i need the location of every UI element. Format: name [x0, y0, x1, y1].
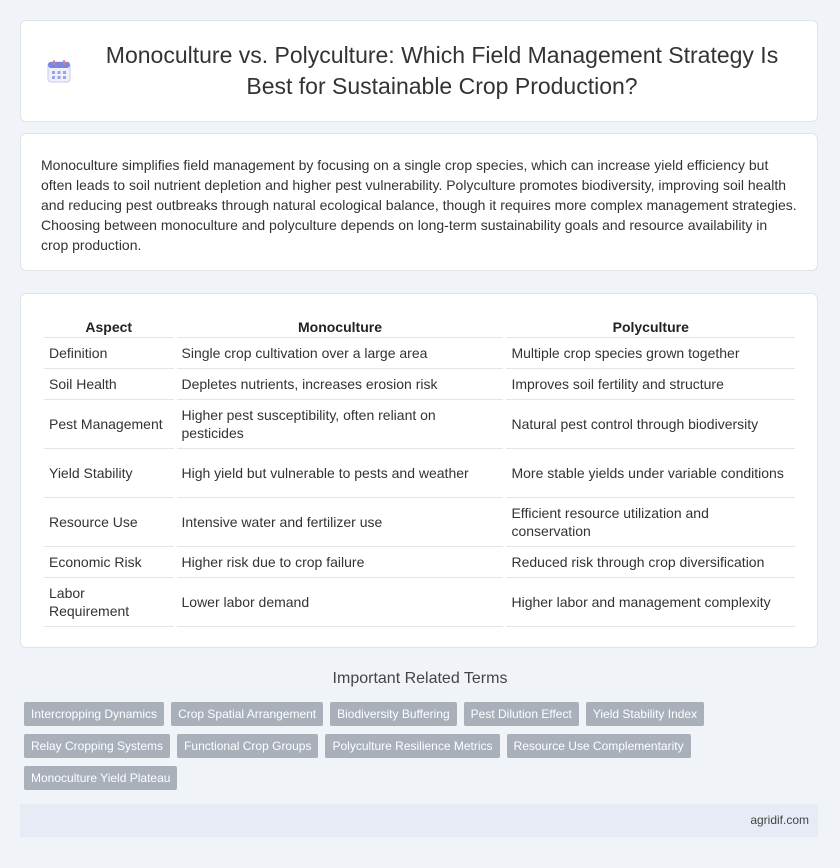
table-row — [44, 498, 795, 547]
monoculture-cell: Higher pest susceptibility, often reliant on pesticides — [177, 400, 504, 449]
related-term-tag[interactable]: Biodiversity Buffering — [330, 702, 457, 726]
comparison-table-card — [20, 293, 818, 648]
monoculture-cell: High yield but vulnerable to pests and weather — [177, 449, 504, 498]
related-term-tag[interactable]: Pest Dilution Effect — [464, 702, 579, 726]
aspect-cell: Pest Management — [44, 400, 174, 449]
header-monoculture: Monoculture — [177, 315, 504, 338]
calendar-icon — [46, 58, 72, 84]
polyculture-cell: Multiple crop species grown together — [506, 338, 795, 369]
related-term-tag[interactable]: Polyculture Resilience Metrics — [325, 734, 499, 758]
table-header-row — [44, 315, 795, 338]
related-terms-title: Important Related Terms — [332, 670, 508, 687]
aspect-cell: Resource Use — [44, 498, 174, 547]
related-term-tag[interactable]: Functional Crop Groups — [177, 734, 318, 758]
table-row — [44, 449, 795, 498]
intro-card — [20, 133, 818, 271]
table-row — [44, 578, 795, 627]
related-terms-list — [24, 702, 804, 798]
aspect-cell: Definition — [44, 338, 174, 369]
polyculture-cell: Natural pest control through biodiversity — [506, 400, 795, 449]
aspect-cell: Soil Health — [44, 369, 174, 400]
table-row — [44, 547, 795, 578]
monoculture-cell: Higher risk due to crop failure — [177, 547, 504, 578]
related-term-tag[interactable]: Relay Cropping Systems — [24, 734, 170, 758]
comparison-table — [41, 315, 798, 627]
header-aspect: Aspect — [44, 315, 174, 338]
polyculture-cell: Improves soil fertility and structure — [506, 369, 795, 400]
related-term-tag[interactable]: Crop Spatial Arrangement — [171, 702, 323, 726]
related-term-tag[interactable]: Yield Stability Index — [586, 702, 704, 726]
related-term-tag[interactable]: Monoculture Yield Plateau — [24, 766, 177, 790]
page-title: Monoculture vs. Polyculture: Which Field Management Strategy Is Best for Sustainable Crop Production? — [105, 42, 779, 99]
footer-site-link[interactable]: agridif.com — [750, 813, 809, 827]
polyculture-cell: More stable yields under variable conditions — [506, 449, 795, 498]
monoculture-cell: Depletes nutrients, increases erosion risk — [177, 369, 504, 400]
related-term-tag[interactable]: Resource Use Complementarity — [507, 734, 691, 758]
polyculture-cell: Efficient resource utilization and conservation — [506, 498, 795, 547]
table-row — [44, 338, 795, 369]
intro-paragraph: Monoculture simplifies field management by focusing on a single crop species, which can increase yield efficiency but often leads to soil nutrient depletion and higher pest vulnerability. Polyculture promotes biodiversity, improving soil health and reducing pest outbreaks through natural ecological balance, though it requires more complex management strategies. Choosing between monoculture and polyculture depends on long-term sustainability goals and resource availability in crop production. — [41, 157, 797, 253]
aspect-cell: Labor Requirement — [44, 578, 174, 627]
aspect-cell: Economic Risk — [44, 547, 174, 578]
polyculture-cell: Reduced risk through crop diversification — [506, 547, 795, 578]
related-term-tag[interactable]: Intercropping Dynamics — [24, 702, 164, 726]
monoculture-cell: Lower labor demand — [177, 578, 504, 627]
header-card — [20, 20, 818, 122]
table-row — [44, 369, 795, 400]
polyculture-cell: Higher labor and management complexity — [506, 578, 795, 627]
aspect-cell: Yield Stability — [44, 449, 174, 498]
monoculture-cell: Single crop cultivation over a large area — [177, 338, 504, 369]
table-row — [44, 400, 795, 449]
footer — [20, 804, 818, 837]
monoculture-cell: Intensive water and fertilizer use — [177, 498, 504, 547]
header-polyculture: Polyculture — [506, 315, 795, 338]
